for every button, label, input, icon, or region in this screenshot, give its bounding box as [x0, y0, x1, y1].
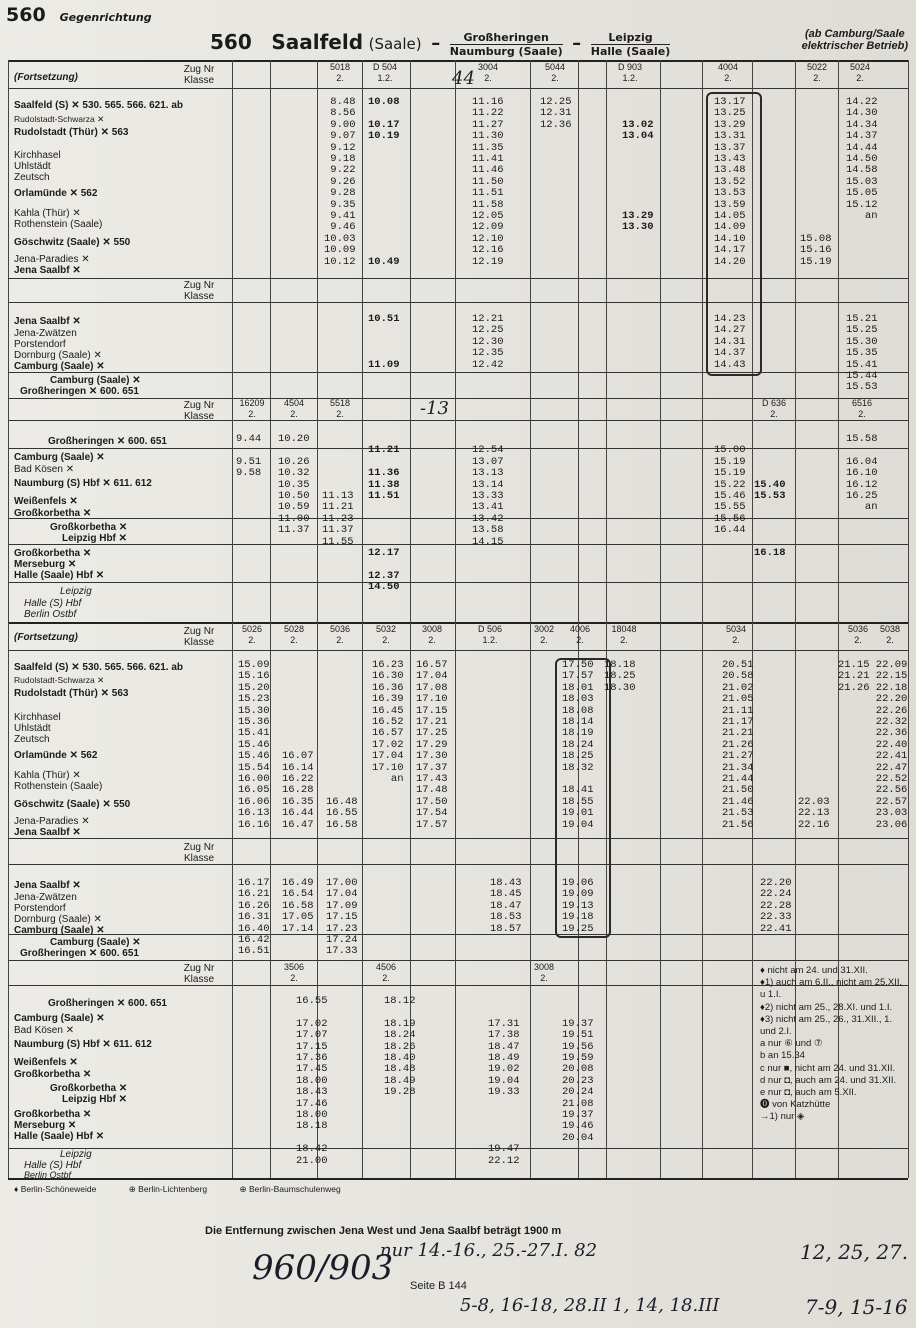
times-5034: 20.51 20.58 21.02 21.05 21.11 21.17 21.21 21.26 21.27 21.34 21.44 21.50 21.46 21.53 21.56 [722, 659, 754, 831]
handwriting-number: 960/903 [252, 1248, 394, 1288]
station-name: Rothenstein (Saale) [14, 219, 103, 230]
train-header: 3008 2. [533, 962, 555, 983]
station-name: Großkorbetha ✕ [50, 1083, 128, 1094]
col-rule [606, 60, 607, 1178]
route-from: Saalfeld [271, 30, 364, 54]
station-name: Leipzig [60, 586, 92, 597]
train-header: 3008 2. [421, 624, 443, 645]
station-name: Dornburg (Saale) ✕ [14, 350, 102, 361]
train-header: 18048 2. [611, 624, 637, 645]
col-rule [530, 60, 531, 1178]
station-name: Jena Saalbf ✕ [14, 880, 81, 891]
station-name: Kahla (Thür) ✕ [14, 770, 81, 781]
station-name: Kirchhasel [14, 150, 61, 161]
times-5518: 11.13 11.21 11.23 11.37 11.55 [322, 490, 354, 548]
station-name: Camburg (Saale) ✕ [50, 375, 141, 386]
train-header: 5032 2. [375, 624, 397, 645]
handwriting-note: 12, 25, 27. [800, 1240, 909, 1264]
handwriting-note: 5-8, 16-18, 28.II 1, 14, 18.III [460, 1295, 720, 1316]
station-name: Jena-Paradies ✕ [14, 254, 90, 265]
station-name: Leipzig Hbf ✕ [62, 1094, 128, 1105]
station-name: Großheringen ✕ 600. 651 [20, 948, 139, 959]
train-header: 4006 2. [569, 624, 591, 645]
station-name: Kirchhasel [14, 712, 61, 723]
station-name: Jena Saalbf ✕ [14, 827, 81, 838]
rule [8, 278, 908, 279]
station-name: Saalfeld (S) ✕ 530. 565. 566. 621. ab [14, 100, 184, 111]
train-header: D 506 1.2. [477, 624, 503, 645]
station-name: Uhlstädt [14, 723, 51, 734]
times-3008: 18.43 18.45 18.47 18.53 18.57 [490, 877, 522, 935]
station-name: Orlamünde ✕ 562 [14, 188, 98, 199]
rule [8, 864, 908, 865]
train-header: 5518 2. [329, 398, 351, 419]
times-4506: 18.12 18.19 18.24 18.26 18.40 18.48 18.49 19.28 [384, 995, 416, 1099]
station-name: Göschwitz (Saale) ✕ 550 [14, 799, 131, 810]
times-d636: 15.40 15.53 16.18 [754, 478, 786, 560]
route-from-sub: (Saale) [368, 35, 422, 53]
station-name: Rothenstein (Saale) [14, 781, 103, 792]
train-header: 3506 2. [283, 962, 305, 983]
times-5026: 15.09 15.16 15.20 15.23 15.30 15.36 15.41 15.46 15.46 15.54 16.00 16.05 16.06 16.13 16.16 [238, 659, 270, 831]
rule [8, 302, 908, 303]
station-name: Großkorbetha ✕ [14, 548, 92, 559]
station-name: Weißenfels ✕ [14, 1057, 78, 1068]
train-header: 5036 2. [329, 624, 351, 645]
rule [8, 960, 908, 961]
times-6516: 15.58 16.04 16.10 16.12 16.25 an [846, 433, 878, 514]
top-subtitle: Gegenrichtung [59, 11, 152, 24]
col-rule [455, 60, 456, 1178]
rule [8, 838, 908, 839]
times-3506: 16.55 17.02 17.07 17.15 17.36 17.45 18.00 18.43 17.46 18.00 18.18 18.42 21.00 [296, 995, 328, 1167]
train-header: D 636 2. [761, 398, 787, 419]
station-name: Berlin Ostbf [24, 609, 77, 620]
station-name: Jena-Zwätzen [14, 328, 77, 339]
times-3004: 11.16 11.22 11.27 11.30 11.35 11.41 11.46 11.50 11.51 11.58 12.05 12.09 12.10 12.16 12.19 [472, 96, 504, 268]
train-header: 5026 2. [241, 624, 263, 645]
station-name: Dornburg (Saale) ✕ [14, 914, 102, 925]
station-name: Bad Kösen ✕ [14, 1025, 75, 1036]
zug-klasse-header: Zug Nr Klasse [183, 64, 215, 86]
page-number: Seite B 144 [410, 1280, 467, 1292]
electric-note: (ab Camburg/Saale elektrischer Betrieb) [801, 28, 908, 52]
top-number: 560 [6, 4, 46, 26]
train-header: D 504 1.2. [372, 62, 398, 83]
zug-klasse-header: Zug Nr Klasse [183, 280, 215, 302]
station-name: Großkorbetha ✕ [14, 508, 92, 519]
station-name: Jena-Paradies ✕ [14, 816, 90, 827]
station-name: Halle (S) Hbf [24, 598, 82, 609]
rule [8, 1148, 908, 1149]
zug-klasse-header: Zug Nr Klasse [183, 400, 215, 422]
col-rule [8, 60, 9, 1178]
handwriting-note: 44 [452, 68, 475, 89]
zug-klasse-header: Zug Nr Klasse [183, 842, 215, 864]
station-name: Rudolstadt (Thür) ✕ 563 [14, 127, 129, 138]
station-name: Uhlstädt [14, 161, 51, 172]
times-4004: 15.00 15.19 15.19 15.22 15.46 15.55 15.56 16.44 [714, 444, 746, 537]
train-header: 5028 2. [283, 624, 305, 645]
station-name: Halle (Saale) Hbf ✕ [14, 1131, 105, 1142]
times-4006: 19.37 19.51 19.56 19.59 20.08 20.23 20.24 21.08 19.37 19.46 20.04 [562, 1017, 594, 1144]
legend: ♦ nicht am 24. und 31.XII. ♦1) auch am 6.II., nicht am 25.XII. u 1.I. ♦2) nicht am 25., 28.XI. und 1.I. ♦3) nicht am 25., 26., 31.XII., 1. und 2.I. a nur ⑥ und ⑦ b an 15.34 c nur ■, nicht am 24. und 31.XII. d nur ◘, auch am 24. und 31.XII. e nur ◘, auch am 5.XII. ⓿ von Katzhütte →1) nur ◈ [760, 965, 903, 1123]
times-3008: 16.57 17.04 17.08 17.10 17.15 17.21 17.25 17.29 17.30 17.37 17.43 17.48 17.50 17.54 17.57 [416, 659, 448, 831]
station-name: Halle (S) Hbf [24, 1160, 82, 1171]
distance-note: Die Entfernung zwischen Jena West und Jena Saalbf beträgt 1900 m [205, 1225, 562, 1237]
station-name: Rudolstadt (Thür) ✕ 563 [14, 688, 129, 699]
station-name: Camburg (Saale) ✕ [14, 1013, 105, 1024]
zug-klasse-header: Zug Nr Klasse [183, 963, 215, 985]
route-via: Großheringen Naumburg (Saale) [449, 31, 563, 58]
fortsetzung-label: (Fortsetzung) [14, 632, 78, 643]
station-name: Berlin Ostbf [24, 1170, 72, 1180]
times-5028: 16.07 16.14 16.22 16.28 16.35 16.44 16.47 [282, 750, 314, 831]
times-4504: 10.20 10.26 10.32 10.35 10.50 10.59 11.00 11.37 [278, 433, 310, 537]
zug-klasse-header: Zug Nr Klasse [183, 626, 215, 648]
times-5018: 8.48 8.56 9.00 9.07 9.12 9.18 9.22 9.26 9.28 9.35 9.41 9.46 10.03 10.09 10.12 [324, 96, 356, 268]
station-name: Naumburg (S) Hbf ✕ 611. 612 [14, 1039, 152, 1050]
station-name: Camburg (Saale) ✕ [14, 452, 105, 463]
pen-box [555, 658, 611, 938]
handwriting-note: -13 [420, 398, 449, 419]
times-4004: 13.17 13.25 13.29 13.31 13.37 13.43 13.48 13.52 13.53 13.59 14.05 14.09 14.10 14.17 14.20 [714, 96, 746, 268]
times-5036: 17.00 17.04 17.09 17.15 17.23 17.24 17.33 [326, 877, 358, 958]
times-5028: 16.49 16.54 16.58 17.05 17.14 [282, 877, 314, 935]
rule [8, 60, 908, 62]
rule [8, 650, 908, 651]
rule [8, 420, 908, 421]
page-top-header [6, 4, 152, 26]
rule [8, 372, 908, 373]
col-rule [270, 60, 271, 1178]
train-header: 5024 2. [849, 62, 871, 83]
times-d903: 13.02 13.04 13.29 13.30 [622, 118, 654, 234]
train-header: 4004 2. [717, 62, 739, 83]
station-name: Porstendorf [14, 903, 66, 914]
col-rule [232, 60, 233, 1178]
station-name: Merseburg ✕ [14, 559, 77, 570]
station-name: Kahla (Thür) ✕ [14, 208, 81, 219]
station-name: Camburg (Saale) ✕ [14, 361, 105, 372]
train-header: 5034 2. [725, 624, 747, 645]
fortsetzung-label: (Fortsetzung) [14, 72, 78, 83]
times-4006: 19.06 19.09 19.13 19.18 19.25 [562, 877, 594, 935]
times-d504: 10.08 10.17 10.19 10.49 [368, 96, 400, 268]
train-header: 16209 2. [239, 398, 265, 419]
col-rule [702, 60, 703, 1178]
station-name: Leipzig [60, 1149, 92, 1160]
times-d504: 11.21 11.36 11.38 11.51 12.17 12.37 14.50 [368, 444, 400, 594]
train-header: 6516 2. [851, 398, 873, 419]
rule [8, 582, 908, 583]
times-5044: 12.25 12.31 12.36 [540, 96, 572, 131]
route-to: Leipzig Halle (Saale) [590, 31, 671, 58]
station-name: Camburg (Saale) ✕ [50, 937, 141, 948]
station-name: Zeutsch [14, 734, 50, 745]
station-name: Weißenfels ✕ [14, 496, 78, 507]
times-d504: 10.51 11.09 [368, 313, 400, 371]
station-name: Jena Saalbf ✕ [14, 265, 81, 276]
station-name: Großheringen ✕ 600. 651 [48, 998, 167, 1009]
station-name: Halle (Saale) Hbf ✕ [14, 570, 105, 581]
times-5038: 21.15 22.09 21.21 22.15 21.26 22.18 22.20 22.26 22.32 22.36 22.40 22.41 22.47 22.52 22.56 22.57 23.03 23.06 [838, 659, 908, 831]
times-16209: 9.44 9.51 9.58 [236, 433, 262, 480]
station-name: Naumburg (S) Hbf ✕ 611. 612 [14, 478, 152, 489]
station-name: Großheringen ✕ 600. 651 [48, 436, 167, 447]
times-3004: 12.54 13.07 13.13 13.14 13.33 13.41 13.42 13.58 14.15 [472, 444, 504, 548]
times-18048: 18.18 18.25 18.30 [604, 659, 636, 694]
train-header: 4504 2. [283, 398, 305, 419]
train-header: D 903 1.2. [617, 62, 643, 83]
station-name: Camburg (Saale) ✕ [14, 925, 105, 936]
train-header: 4506 2. [375, 962, 397, 983]
times-5026: 16.17 16.21 16.26 16.31 16.40 16.42 16.51 [238, 877, 270, 958]
station-name: Göschwitz (Saale) ✕ 550 [14, 237, 131, 248]
station-name: Porstendorf [14, 339, 66, 350]
station-name: Großkorbetha ✕ [14, 1109, 92, 1120]
times-4004: 14.23 14.27 14.31 14.37 14.43 [714, 313, 746, 371]
rule [8, 622, 908, 624]
route-number: 560 [210, 30, 252, 54]
times-5022: 15.08 15.16 15.19 [800, 232, 832, 268]
station-name: Bad Kösen ✕ [14, 464, 75, 475]
station-name: Merseburg ✕ [14, 1120, 77, 1131]
station-name: Großkorbetha ✕ [50, 522, 128, 533]
times-5036b: 22.03 22.13 22.16 [798, 795, 830, 831]
times-5024: 14.22 14.30 14.34 14.37 14.44 14.50 14.58 15.03 15.05 15.12 an [846, 96, 878, 223]
handwriting-note: nur 14.-16., 25.-27.I. 82 [380, 1240, 598, 1261]
route-title: 560 Saalfeld (Saale) – Großheringen Naumburg (Saale) – Leipzig Halle (Saale) [210, 30, 671, 58]
handwriting-note: 7-9, 15-16 [805, 1295, 908, 1319]
station-name: Rudolstadt-Schwarza ✕ [14, 675, 105, 685]
station-name: Großheringen ✕ 600. 651 [20, 386, 139, 397]
times-5034: 22.20 22.24 22.28 22.33 22.41 [760, 877, 792, 935]
station-name: Jena-Zwätzen [14, 892, 77, 903]
times-3004: 12.21 12.25 12.30 12.35 12.42 [472, 313, 504, 371]
footer-stations: ♦ Berlin-Schöneweide ⊕ Berlin-Lichtenberg ⊕ Berlin-Baumschulenweg [14, 1184, 341, 1194]
times-5036: 16.48 16.55 16.58 [326, 795, 358, 831]
station-name: Großkorbetha ✕ [14, 1069, 92, 1080]
station-name: Leipzig Hbf ✕ [62, 533, 128, 544]
times-5032: 16.23 16.30 16.36 16.39 16.45 16.52 16.57 17.02 17.04 17.10 an [372, 659, 404, 786]
station-name: Saalfeld (S) ✕ 530. 565. 566. 621. ab [14, 662, 184, 673]
rule [8, 1178, 908, 1180]
train-header: 5038 2. [879, 624, 901, 645]
train-header: 3002 2. [533, 624, 555, 645]
station-name: Orlamünde ✕ 562 [14, 750, 98, 761]
train-header: 5036 2. [847, 624, 869, 645]
train-header: 5022 2. [806, 62, 828, 83]
station-name: Jena Saalbf ✕ [14, 316, 81, 327]
times-d506: 17.31 17.38 18.47 18.49 19.02 19.04 19.33 19.47 22.12 [488, 1017, 520, 1167]
train-header: 3004 2. [477, 62, 499, 83]
times-4006: 17.50 17.57 18.01 18.03 18.08 18.14 18.19 18.24 18.25 18.32 18.41 18.55 19.01 19.04 [562, 659, 594, 831]
col-rule [660, 60, 661, 1178]
times-5024: 15.21 15.25 15.30 15.35 15.41 15.44 15.53 [846, 313, 878, 394]
train-header: 5018 2. [329, 62, 351, 83]
station-name: Zeutsch [14, 172, 50, 183]
pen-box [706, 92, 762, 376]
station-name: Rudolstadt-Schwarza ✕ [14, 114, 105, 124]
train-header: 5044 2. [544, 62, 566, 83]
col-rule [362, 60, 363, 1178]
